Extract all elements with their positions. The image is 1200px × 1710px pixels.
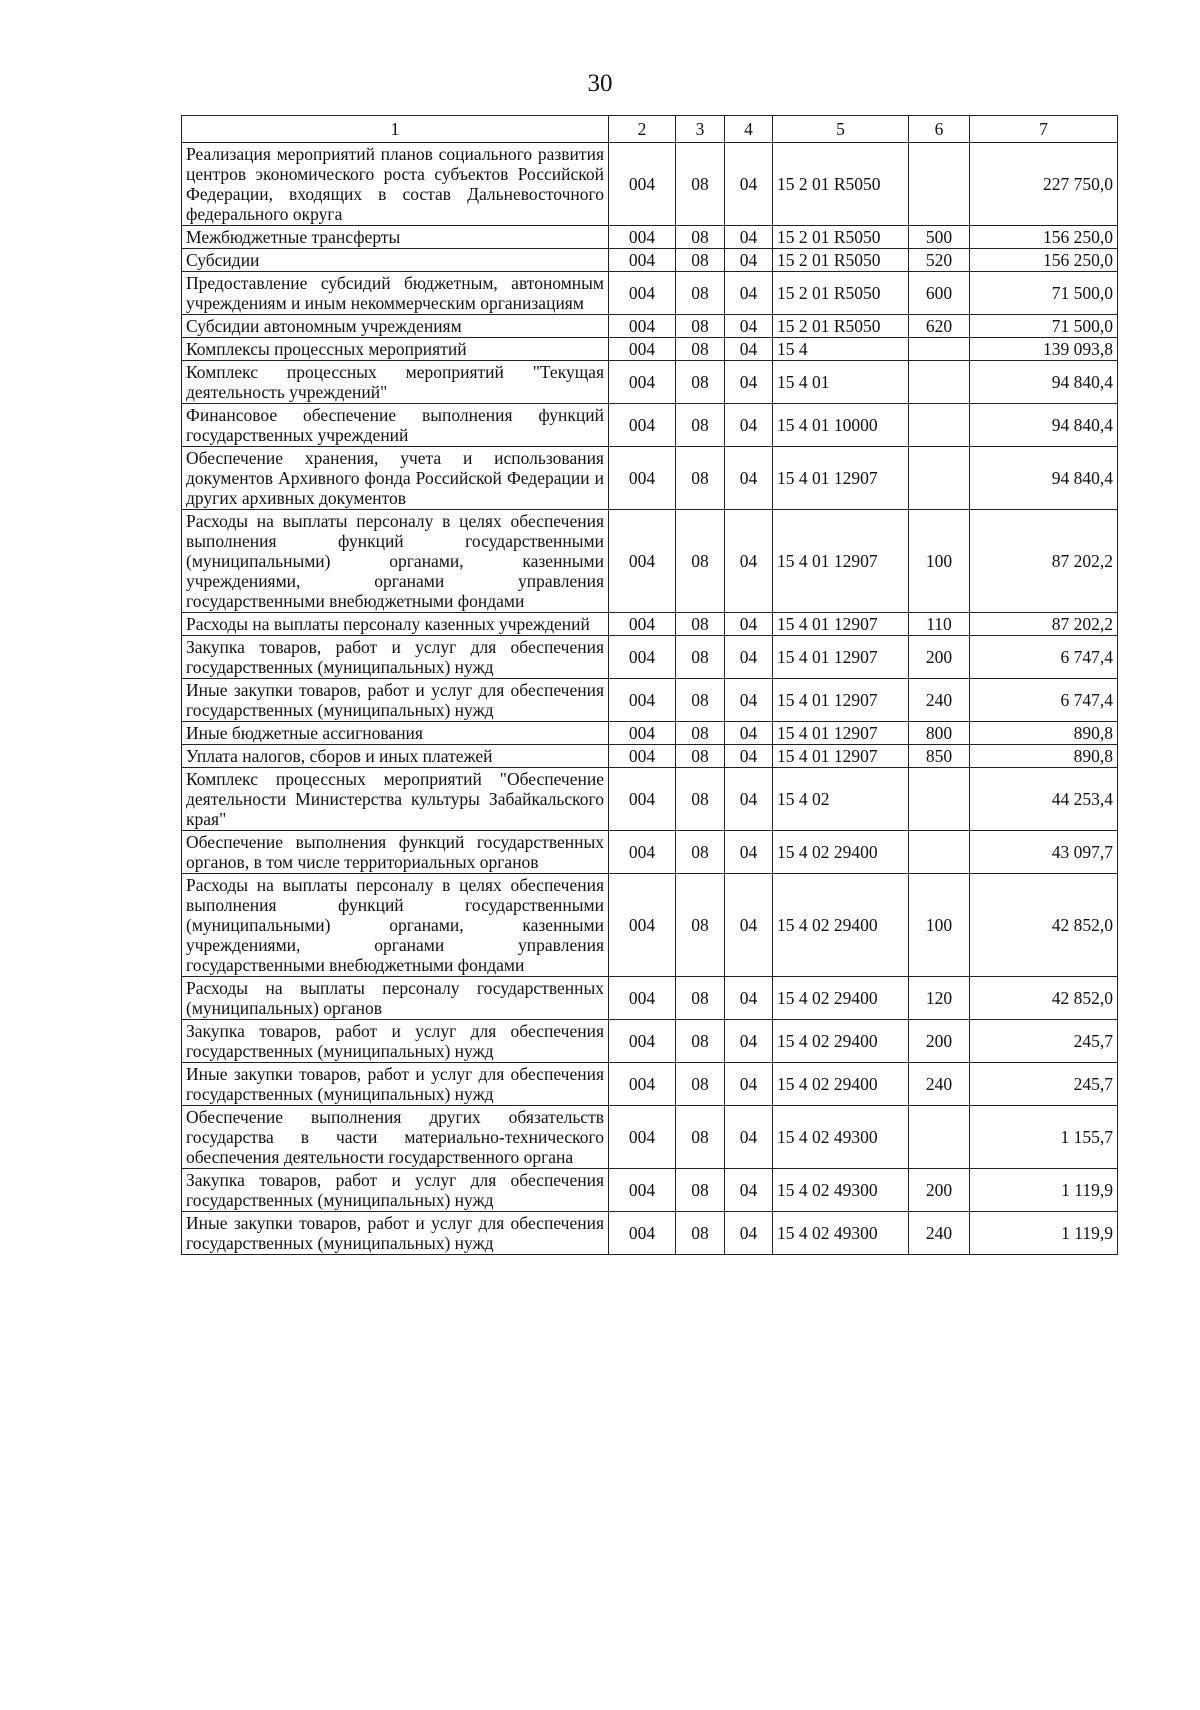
expense-type-code: 240 [909,1063,970,1106]
section-code: 08 [676,722,725,745]
column-header: 6 [909,116,970,143]
section-code: 08 [676,226,725,249]
target-item-code: 15 4 01 10000 [773,404,909,447]
table-row [182,679,1118,722]
amount: 94 840,4 [970,361,1118,404]
column-header: 5 [773,116,909,143]
expense-type-code [909,143,970,226]
target-item-code: 15 2 01 R5050 [773,143,909,226]
amount: 1 119,9 [970,1212,1118,1255]
ministry-code: 004 [609,831,676,874]
expense-type-code [909,338,970,361]
table-row [182,272,1118,315]
section-code: 08 [676,1212,725,1255]
expense-name: Расходы на выплаты персоналу в целях обеспечения выполнения функций государственными (муниципальными) органами, казенными учреждениями, органами управления государственными внебюджетными фондами [182,874,609,977]
target-item-code: 15 2 01 R5050 [773,249,909,272]
expense-type-code [909,831,970,874]
target-item-code: 15 4 02 29400 [773,874,909,977]
target-item-code: 15 4 01 12907 [773,722,909,745]
ministry-code: 004 [609,768,676,831]
table-body [182,143,1118,1255]
amount: 44 253,4 [970,768,1118,831]
section-code: 08 [676,679,725,722]
ministry-code: 004 [609,679,676,722]
section-code: 08 [676,977,725,1020]
expense-name: Расходы на выплаты персоналу государственных (муниципальных) органов [182,977,609,1020]
ministry-code: 004 [609,1020,676,1063]
amount: 42 852,0 [970,874,1118,977]
ministry-code: 004 [609,613,676,636]
section-code: 08 [676,338,725,361]
subsection-code: 04 [725,1020,773,1063]
section-code: 08 [676,1106,725,1169]
amount: 87 202,2 [970,613,1118,636]
expense-type-code: 240 [909,1212,970,1255]
section-code: 08 [676,745,725,768]
subsection-code: 04 [725,272,773,315]
expense-name: Комплексы процессных мероприятий [182,338,609,361]
target-item-code: 15 4 01 12907 [773,636,909,679]
table-row [182,636,1118,679]
expense-name: Предоставление субсидий бюджетным, автономным учреждениям и иным некоммерческим организациям [182,272,609,315]
ministry-code: 004 [609,272,676,315]
ministry-code: 004 [609,1106,676,1169]
ministry-code: 004 [609,1169,676,1212]
subsection-code: 04 [725,874,773,977]
ministry-code: 004 [609,226,676,249]
target-item-code: 15 4 01 12907 [773,613,909,636]
target-item-code: 15 4 01 12907 [773,679,909,722]
subsection-code: 04 [725,768,773,831]
table-row [182,510,1118,613]
table-row [182,1106,1118,1169]
expense-type-code: 240 [909,679,970,722]
target-item-code: 15 4 02 29400 [773,1020,909,1063]
subsection-code: 04 [725,249,773,272]
table-header-row [182,116,1118,143]
table-row [182,1169,1118,1212]
subsection-code: 04 [725,1106,773,1169]
table-row [182,447,1118,510]
column-header: 7 [970,116,1118,143]
column-header: 4 [725,116,773,143]
expense-name: Иные бюджетные ассигнования [182,722,609,745]
expense-type-code [909,361,970,404]
table-row [182,768,1118,831]
subsection-code: 04 [725,679,773,722]
expense-name: Субсидии автономным учреждениям [182,315,609,338]
amount: 6 747,4 [970,679,1118,722]
section-code: 08 [676,613,725,636]
column-header: 1 [182,116,609,143]
column-header: 3 [676,116,725,143]
ministry-code: 004 [609,404,676,447]
expense-type-code: 200 [909,1020,970,1063]
target-item-code: 15 4 01 12907 [773,447,909,510]
expense-name: Комплекс процессных мероприятий "Обеспечение деятельности Министерства культуры Забайкальского края" [182,768,609,831]
amount: 156 250,0 [970,226,1118,249]
amount: 227 750,0 [970,143,1118,226]
expense-type-code: 850 [909,745,970,768]
section-code: 08 [676,831,725,874]
subsection-code: 04 [725,613,773,636]
section-code: 08 [676,1169,725,1212]
expense-type-code: 100 [909,510,970,613]
expense-type-code [909,768,970,831]
section-code: 08 [676,510,725,613]
amount: 71 500,0 [970,272,1118,315]
ministry-code: 004 [609,447,676,510]
target-item-code: 15 4 02 49300 [773,1169,909,1212]
expense-type-code: 120 [909,977,970,1020]
target-item-code: 15 2 01 R5050 [773,226,909,249]
subsection-code: 04 [725,636,773,679]
subsection-code: 04 [725,1212,773,1255]
expense-name: Субсидии [182,249,609,272]
expense-type-code [909,1106,970,1169]
expense-type-code: 600 [909,272,970,315]
subsection-code: 04 [725,143,773,226]
expense-name: Закупка товаров, работ и услуг для обеспечения государственных (муниципальных) нужд [182,636,609,679]
subsection-code: 04 [725,1063,773,1106]
expense-type-code: 200 [909,1169,970,1212]
column-header: 2 [609,116,676,143]
amount: 43 097,7 [970,831,1118,874]
expense-name: Закупка товаров, работ и услуг для обеспечения государственных (муниципальных) нужд [182,1169,609,1212]
subsection-code: 04 [725,315,773,338]
table-row [182,831,1118,874]
table-row [182,722,1118,745]
section-code: 08 [676,404,725,447]
target-item-code: 15 2 01 R5050 [773,315,909,338]
amount: 87 202,2 [970,510,1118,613]
ministry-code: 004 [609,249,676,272]
subsection-code: 04 [725,338,773,361]
subsection-code: 04 [725,722,773,745]
expense-name: Обеспечение выполнения других обязательств государства в части материально-технического обеспечения деятельности государственного органа [182,1106,609,1169]
subsection-code: 04 [725,1169,773,1212]
ministry-code: 004 [609,338,676,361]
section-code: 08 [676,315,725,338]
ministry-code: 004 [609,977,676,1020]
table-row [182,361,1118,404]
budget-table [181,115,1118,1255]
amount: 1 155,7 [970,1106,1118,1169]
table-row [182,404,1118,447]
expense-name: Реализация мероприятий планов социального развития центров экономического роста субъектов Российской Федерации, входящих в состав Дальневосточного федерального округа [182,143,609,226]
ministry-code: 004 [609,510,676,613]
amount: 42 852,0 [970,977,1118,1020]
amount: 890,8 [970,745,1118,768]
ministry-code: 004 [609,636,676,679]
amount: 156 250,0 [970,249,1118,272]
ministry-code: 004 [609,1063,676,1106]
expense-type-code: 800 [909,722,970,745]
expense-name: Обеспечение хранения, учета и использования документов Архивного фонда Российской Федерации и других архивных документов [182,447,609,510]
section-code: 08 [676,1020,725,1063]
target-item-code: 15 4 01 12907 [773,510,909,613]
expense-type-code: 620 [909,315,970,338]
ministry-code: 004 [609,1212,676,1255]
ministry-code: 004 [609,745,676,768]
amount: 1 119,9 [970,1169,1118,1212]
expense-name: Расходы на выплаты персоналу казенных учреждений [182,613,609,636]
section-code: 08 [676,636,725,679]
expense-type-code: 200 [909,636,970,679]
subsection-code: 04 [725,447,773,510]
section-code: 08 [676,447,725,510]
table-row [182,143,1118,226]
expense-name: Расходы на выплаты персоналу в целях обеспечения выполнения функций государственными (муниципальными) органами, казенными учреждениями, органами управления государственными внебюджетными фондами [182,510,609,613]
amount: 94 840,4 [970,404,1118,447]
table-row [182,249,1118,272]
expense-name: Финансовое обеспечение выполнения функций государственных учреждений [182,404,609,447]
expense-type-code: 520 [909,249,970,272]
subsection-code: 04 [725,977,773,1020]
table-row [182,977,1118,1020]
expense-name: Иные закупки товаров, работ и услуг для обеспечения государственных (муниципальных) нужд [182,1063,609,1106]
section-code: 08 [676,361,725,404]
section-code: 08 [676,1063,725,1106]
target-item-code: 15 2 01 R5050 [773,272,909,315]
target-item-code: 15 4 02 29400 [773,831,909,874]
target-item-code: 15 4 02 49300 [773,1106,909,1169]
amount: 245,7 [970,1063,1118,1106]
table-row [182,315,1118,338]
expense-type-code [909,447,970,510]
table-row [182,338,1118,361]
expense-name: Комплекс процессных мероприятий "Текущая деятельность учреждений" [182,361,609,404]
table-row [182,613,1118,636]
target-item-code: 15 4 02 29400 [773,1063,909,1106]
section-code: 08 [676,272,725,315]
expense-name: Обеспечение выполнения функций государственных органов, в том числе территориальных органов [182,831,609,874]
section-code: 08 [676,874,725,977]
section-code: 08 [676,249,725,272]
expense-name: Уплата налогов, сборов и иных платежей [182,745,609,768]
ministry-code: 004 [609,315,676,338]
target-item-code: 15 4 [773,338,909,361]
subsection-code: 04 [725,404,773,447]
amount: 139 093,8 [970,338,1118,361]
table-row [182,226,1118,249]
subsection-code: 04 [725,510,773,613]
table-row [182,874,1118,977]
expense-name: Межбюджетные трансферты [182,226,609,249]
expense-name: Иные закупки товаров, работ и услуг для обеспечения государственных (муниципальных) нужд [182,1212,609,1255]
amount: 890,8 [970,722,1118,745]
target-item-code: 15 4 01 [773,361,909,404]
table-row [182,1020,1118,1063]
table-row [182,1063,1118,1106]
ministry-code: 004 [609,143,676,226]
target-item-code: 15 4 02 49300 [773,1212,909,1255]
expense-name: Иные закупки товаров, работ и услуг для обеспечения государственных (муниципальных) нужд [182,679,609,722]
page-number: 30 [587,70,613,97]
expense-type-code: 100 [909,874,970,977]
subsection-code: 04 [725,226,773,249]
section-code: 08 [676,768,725,831]
target-item-code: 15 4 01 12907 [773,745,909,768]
amount: 6 747,4 [970,636,1118,679]
expense-type-code: 500 [909,226,970,249]
table-row [182,745,1118,768]
expense-type-code: 110 [909,613,970,636]
subsection-code: 04 [725,831,773,874]
target-item-code: 15 4 02 29400 [773,977,909,1020]
subsection-code: 04 [725,361,773,404]
amount: 94 840,4 [970,447,1118,510]
section-code: 08 [676,143,725,226]
ministry-code: 004 [609,874,676,977]
target-item-code: 15 4 02 [773,768,909,831]
expense-name: Закупка товаров, работ и услуг для обеспечения государственных (муниципальных) нужд [182,1020,609,1063]
expense-type-code [909,404,970,447]
amount: 71 500,0 [970,315,1118,338]
table-row [182,1212,1118,1255]
subsection-code: 04 [725,745,773,768]
ministry-code: 004 [609,361,676,404]
amount: 245,7 [970,1020,1118,1063]
ministry-code: 004 [609,722,676,745]
